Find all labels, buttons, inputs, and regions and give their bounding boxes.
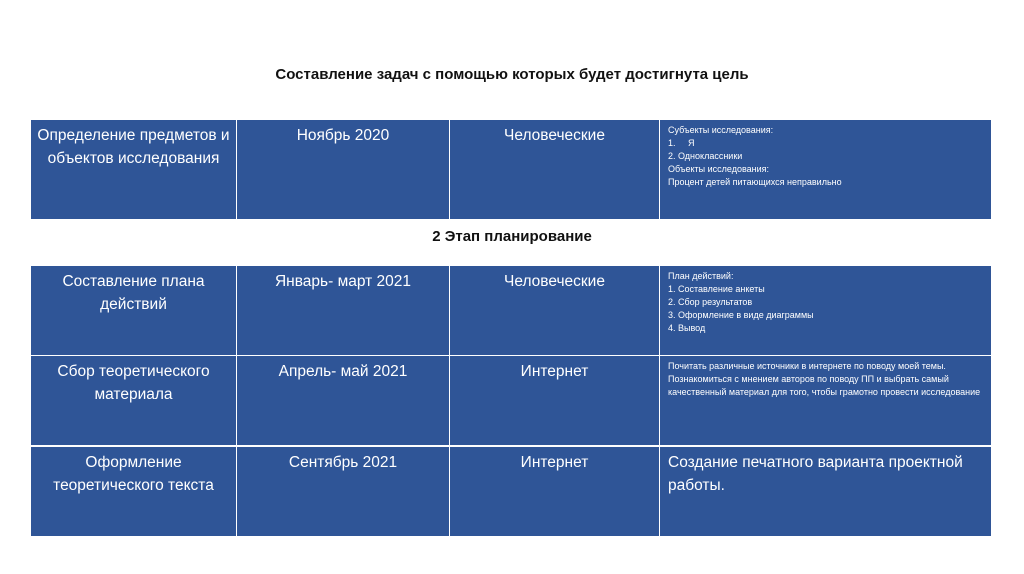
date-cell: Январь- март 2021 bbox=[237, 266, 450, 355]
resource-cell: Интернет bbox=[450, 447, 660, 536]
details-line: Субъекты исследования: bbox=[668, 125, 774, 135]
table-row bbox=[31, 356, 991, 445]
date-cell: Апрель- май 2021 bbox=[237, 356, 450, 445]
resource-cell: Интернет bbox=[450, 356, 660, 445]
task-cell: Сбор теоретического материала bbox=[31, 356, 237, 445]
stage-heading: 2 Этап планирование bbox=[432, 228, 592, 245]
details-cell: Создание печатного варианта проектной работы. bbox=[668, 454, 963, 494]
date-cell: Сентябрь 2021 bbox=[237, 447, 450, 536]
details-line: 2. Сбор результатов bbox=[668, 297, 753, 307]
table-row bbox=[31, 266, 991, 355]
resource-cell: Человеческие bbox=[450, 266, 660, 355]
details-line: 4. Вывод bbox=[668, 323, 706, 333]
details-line: 1. Я bbox=[668, 138, 695, 148]
task-cell: Оформление теоретического текста bbox=[31, 447, 237, 536]
details-line: Процент детей питающихся неправильно bbox=[668, 177, 842, 187]
slide-title: Составление задач с помощью которых будет достигнута цель bbox=[275, 66, 749, 83]
details-cell: Почитать различные источники в интернете по поводу моей темы. Познакомиться с мнением авторов по поводу ПП и выбрать самый качественный материал для того, чтобы грамотно провести исследование bbox=[668, 361, 981, 397]
details-line: 3. Оформление в виде диаграммы bbox=[668, 310, 814, 320]
details-cell bbox=[660, 120, 991, 219]
details-cell bbox=[660, 266, 991, 355]
date-cell: Ноябрь 2020 bbox=[237, 120, 450, 219]
details-line: План действий: bbox=[668, 271, 734, 281]
details-line: Объекты исследования: bbox=[668, 164, 770, 174]
details-line: 1. Составление анкеты bbox=[668, 284, 765, 294]
table-row bbox=[31, 447, 991, 536]
task-cell: Составление плана действий bbox=[31, 266, 237, 355]
table-row bbox=[31, 120, 991, 219]
task-cell: Определение предметов и объектов исследования bbox=[31, 120, 237, 219]
resource-cell: Человеческие bbox=[450, 120, 660, 219]
details-line: 2. Одноклассники bbox=[668, 151, 743, 161]
